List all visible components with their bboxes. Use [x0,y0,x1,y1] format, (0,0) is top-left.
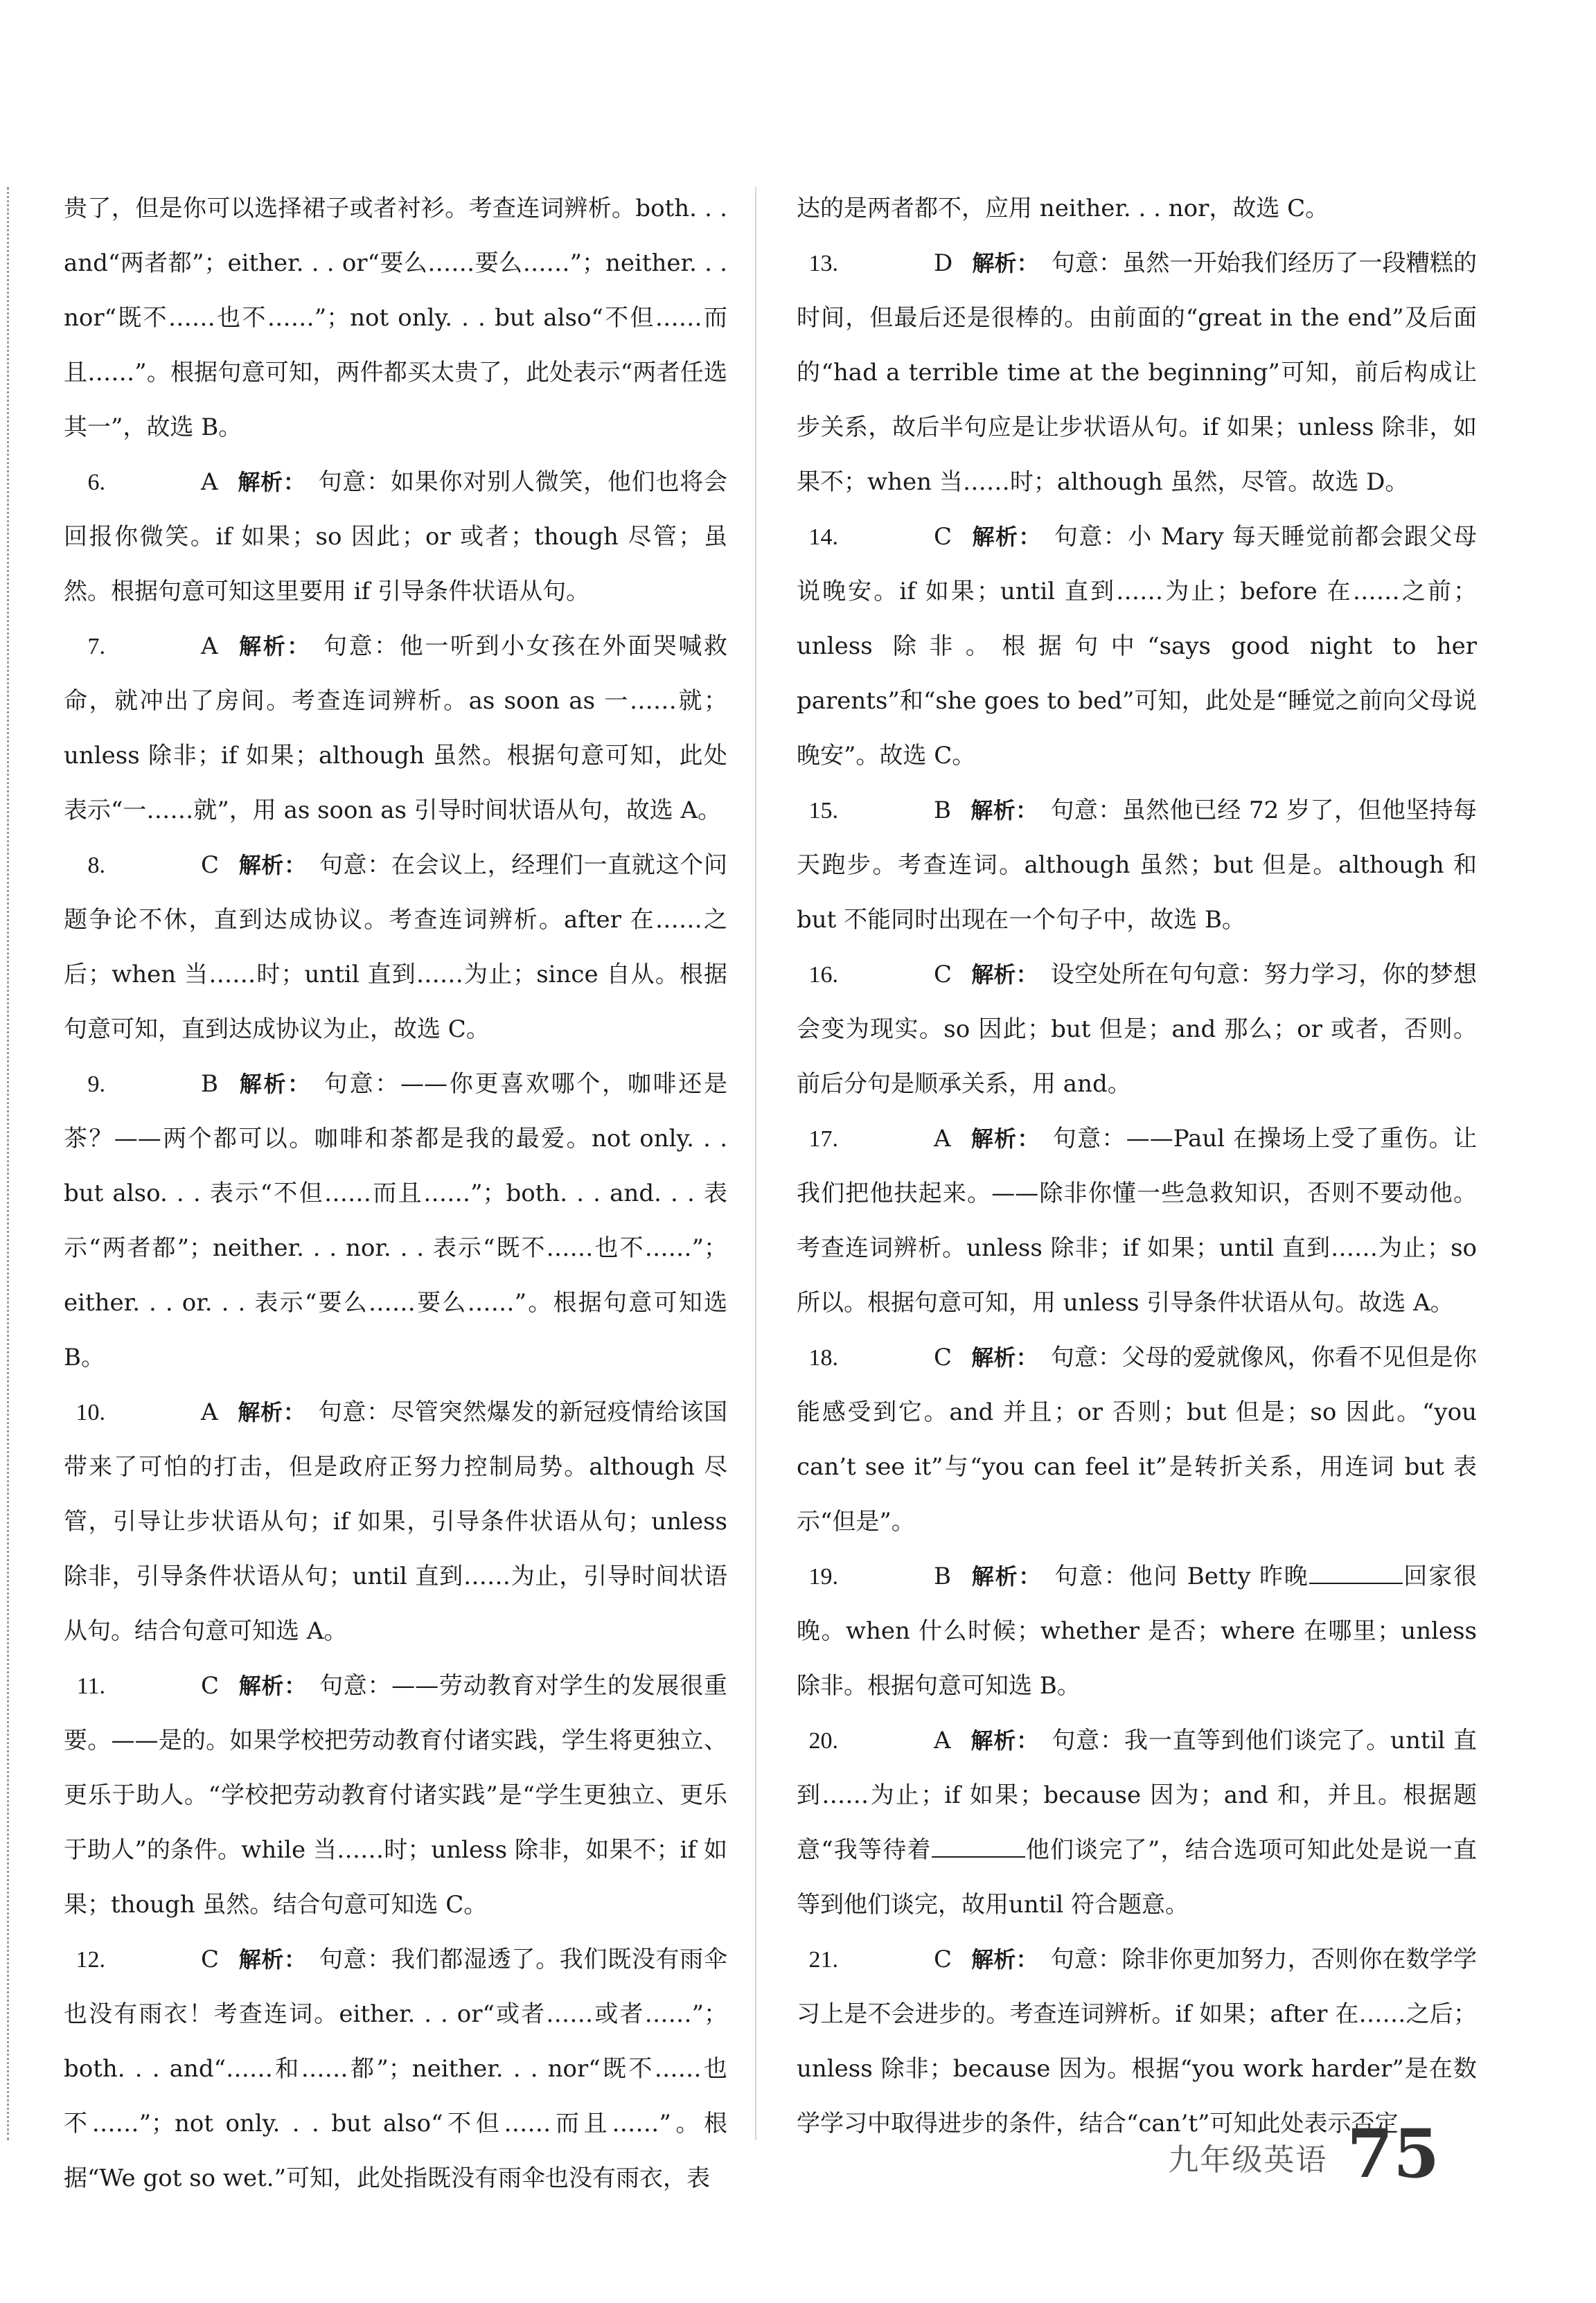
continued-text [64,181,727,455]
analysis-text: 贵了，但是你可以选择裙子或者衬衫。考查连词辨析。both. . . and“两者都”；either. . . or“要么……要么……”；neither. . . nor“既不……也不……”；not only. . . but also“不但……而且……”。根据句意可知，两件都买太贵了，此处表示“两者任选其一”，故选 B。 [64,195,727,441]
analysis-label: 解析： [237,469,306,495]
question-number: 13. [808,251,838,276]
answer-letter: B [934,1563,951,1590]
answer-letter: B [934,797,951,824]
analysis-label: 解析： [237,1399,306,1425]
analysis-text: 回家很晚。when 什么时候；whether 是否；where 在哪里；unless 除非。根据句意可知选 B。 [797,1563,1477,1700]
question-number: 17. [808,1126,838,1152]
analysis-text: 句意：在会议上，经理们一直就这个问题争论不休，直到达成协议。考查连词辨析。after 在……之后；when 当……时；until 直到……为止；since 自从。根据句意可知，直到达成协议为止，故选 C。 [64,851,727,1043]
analysis-label: 解析： [971,961,1038,988]
analysis-text: 句意：——Paul 在操场上受了重伤。让我们把他扶起来。——除非你懂一些急救知识，否则不要动他。考查连词辨析。unless 除非；if 如果；until 直到……为止；so 所以。根据句意可知，用 unless 引导条件状语从句。故选 A。 [797,1125,1477,1317]
analysis-label: 解析： [238,1673,307,1699]
answer-letter: A [201,632,218,660]
answer-letter: C [934,961,952,988]
page-number: 75 [1347,2115,1439,2193]
question-number: 15. [808,798,838,824]
answer-letter: A [934,1727,951,1754]
analysis-text: 句意：尽管突然爆发的新冠疫情给该国带来了可怕的打击，但是政府正努力控制局势。although 尽管，引导让步状语从句；if 如果，引导条件状语从句；unless 除非，引导条件状语从句；until 直到……为止，引导时间状语从句。结合句意可知选 A。 [64,1398,727,1645]
analysis-text: 句意：他一听到小女孩在外面哭喊救命，就冲出了房间。考查连词辨析。as soon as 一……就；unless 除非；if 如果；although 虽然。根据句意可知，此处表示“一……就”，用 as soon as 引导时间状语从句，故选 A。 [64,632,727,824]
analysis-label: 解析： [971,1344,1038,1371]
answer-entry [797,948,1477,1112]
answer-entry [797,1112,1477,1331]
fill-blank [932,1835,1025,1858]
analysis-text: 句意：虽然他已经 72 岁了，但他坚持每天跑步。考查连词。although 虽然；but 但是。although 和 but 不能同时出现在一个句子中，故选 B。 [797,797,1477,934]
question-number: 21. [808,1947,838,1973]
answer-entry [64,838,727,1057]
answer-letter: A [934,1125,951,1153]
analysis-label: 解析： [238,1946,307,1973]
answer-entry [64,455,727,619]
analysis-label: 解析： [971,524,1042,550]
analysis-text: 设空处所在句句意：努力学习，你的梦想会变为现实。so 因此；but 但是；and 那么；or 或者，否则。前后分句是顺承关系，用 and。 [797,961,1477,1098]
analysis-label: 解析： [970,1727,1040,1754]
analysis-label: 解析： [971,1946,1038,1973]
question-number: 10. [76,1400,105,1425]
answer-entry [797,783,1477,948]
answer-letter: C [934,1344,952,1371]
question-number: 11. [76,1673,105,1699]
column-divider [755,187,756,2140]
answer-entry [64,1932,727,2206]
analysis-label: 解析： [237,633,311,659]
analysis-text: 他们谈完了”，结合选项可知此处是说一直等到他们谈完，故用until 符合题意。 [797,1836,1477,1919]
footer-subject: 九年级英语 [1168,2142,1328,2178]
question-number: 14. [808,524,838,550]
analysis-label: 解析： [970,1563,1043,1590]
analysis-label: 解析： [238,852,307,878]
analysis-text: 句意：我们都湿透了。我们既没有雨伞也没有雨衣！考查连词。either. . . or“或者……或者……”；both. . . and“……和……都”；neither. . . nor“既不……也不……”；not only. . . but also“不但……而且……”。根据“We got so wet.”可知，此处指既没有雨伞也没有雨衣，表 [64,1946,727,2192]
left-column [64,181,727,2206]
analysis-text: 句意：如果你对别人微笑，他们也将会回报你微笑。if 如果；so 因此；or 或者；though 尽管；虽然。根据句意可知这里要用 if 引导条件状语从句。 [64,468,727,605]
analysis-text: 达的是两者都不，应用 neither. . . nor，故选 C。 [797,195,1329,222]
answer-entry [797,1331,1477,1549]
analysis-label: 解析： [970,797,1038,824]
analysis-text: 句意：除非你更加努力，否则你在数学学习上是不会进步的。考查连词辨析。if 如果；after 在……之后；unless 除非；because 因为。根据“you work harder”是在数学学习中取得进步的条件，结合“can’t”可知此处表示否定 [797,1946,1477,2137]
question-number: 19. [808,1564,838,1590]
question-number: 12. [76,1947,105,1973]
answer-entry [797,236,1477,510]
answer-entry [797,1714,1477,1932]
question-number: 18. [808,1345,838,1371]
analysis-text: 句意：他问 Betty 昨晚 [1054,1563,1309,1590]
answer-entry [797,510,1477,783]
answer-letter: C [201,1946,220,1973]
answer-entry [64,619,727,838]
answer-letter: C [934,523,952,551]
analysis-text: 句意：——劳动教育对学生的发展很重要。——是的。如果学校把劳动教育付诸实践，学生将更独立、更乐于助人。“学校把劳动教育付诸实践”是“学生更独立、更乐于助人”的条件。while 当……时；unless 除非，如果不；if 如果；though 虽然。结合句意可知选 C。 [64,1672,727,1919]
answer-letter: B [201,1070,218,1098]
analysis-text: 句意：——你更喜欢哪个，咖啡还是茶？——两个都可以。咖啡和茶都是我的最爱。not only. . . but also. . . 表示“不但……而且……”；both. . . and. . . 表示“两者都”；neither. . . nor. . . 表示“既不……也不……”；either. . . or. . . 表示“要么……要么……”。根据句意可知选 B。 [64,1070,727,1371]
analysis-label: 解析： [970,1126,1040,1152]
answer-entry [797,1549,1477,1714]
answer-letter: A [201,1398,218,1426]
answer-entry [64,1385,727,1659]
answer-letter: C [201,851,220,879]
question-number: 6. [87,470,105,495]
question-number: 20. [808,1728,838,1754]
analysis-label: 解析： [238,1071,312,1097]
analysis-text: 句意：我一直等到他们谈完了。until 直到……为止；if 如果；because 因为；and 和，并且。根据题意“我等待着 [797,1727,1477,1864]
answer-entry [64,1659,727,1932]
right-column [797,181,1477,2151]
binding-cut-line [7,187,9,2140]
answer-letter: C [201,1672,220,1700]
fill-blank [1309,1562,1403,1584]
continued-text [797,181,1477,236]
question-number: 16. [808,962,838,988]
analysis-label: 解析： [972,250,1039,276]
question-number: 7. [87,634,105,659]
answer-letter: C [934,1946,952,1973]
question-number: 9. [87,1072,105,1097]
page-footer [1168,2113,1439,2193]
analysis-text: 句意：虽然一开始我们经历了一段糟糕的时间，但最后还是很棒的。由前面的“great in the end”及后面的“had a terrible time at the beginning”可知，前后构成让步关系，故后半句应是让步状语从句。if 如果；unless 除非，如果不；when 当……时；although 虽然，尽管。故选 D。 [797,249,1477,496]
analysis-text: 句意：父母的爱就像风，你看不见但是你能感受到它。and 并且；or 否则；but 但是；so 因此。“you can’t see it”与“you can feel it”是转折关系，用连词 but 表示“但是”。 [797,1344,1477,1536]
question-number: 8. [87,853,105,878]
answer-letter: A [201,468,218,496]
answer-entry [64,1057,727,1385]
answer-letter: D [934,249,953,277]
analysis-text: 句意：小 Mary 每天睡觉前都会跟父母说晚安。if 如果；until 直到……为止；before 在……之前；unless 除非。根据句中“says good night to her parents”和“she goes to bed”可知，此处是“睡觉之前向父母说晚安”。故选 C。 [797,523,1477,770]
